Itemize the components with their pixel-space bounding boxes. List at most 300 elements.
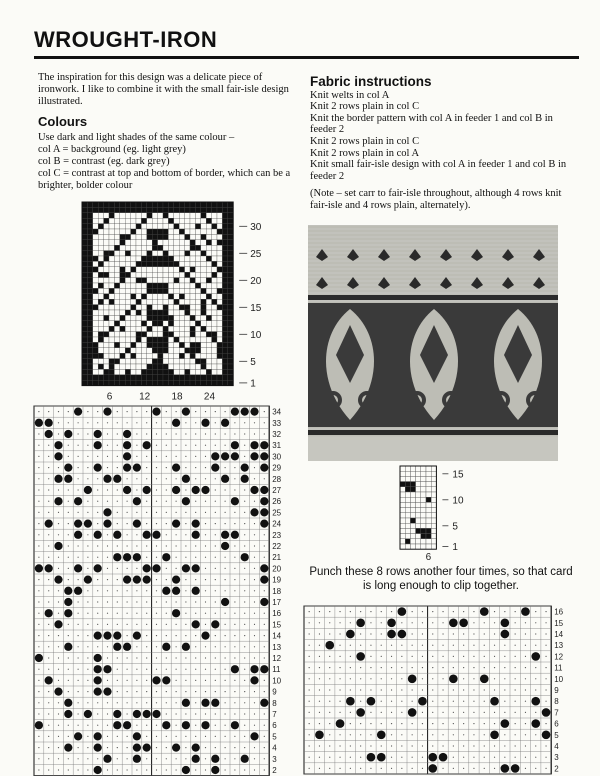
fairisle-chart-cell xyxy=(421,476,426,481)
punchcard-dot xyxy=(107,747,108,748)
fairisle-chart-cell xyxy=(405,466,410,471)
punchcard-dot xyxy=(473,757,474,758)
punchcard-dot xyxy=(58,568,59,569)
border-chart-cell xyxy=(152,251,157,256)
border-chart-cell xyxy=(158,342,163,347)
punchcard-dot xyxy=(309,768,310,769)
knitted-fabric-photo xyxy=(308,225,558,461)
punchcard-dot xyxy=(48,624,49,625)
fairisle-chart-cell xyxy=(405,513,410,518)
punchcard-dot xyxy=(215,691,216,692)
border-chart-cell xyxy=(87,310,92,315)
punchcard-dot xyxy=(319,645,320,646)
punchcard-dot xyxy=(370,611,371,612)
punchcard-dot xyxy=(535,645,536,646)
border-chart-cell xyxy=(185,229,190,234)
punchcard-hole xyxy=(162,643,170,651)
border-chart-cell xyxy=(228,364,233,369)
punchcard-row-label: 23 xyxy=(272,530,282,540)
punchcard-row-label: 13 xyxy=(272,642,282,652)
punchcard-dot xyxy=(484,689,485,690)
punchcard-dot xyxy=(350,667,351,668)
border-chart-cell xyxy=(152,369,157,374)
punchcard-dot xyxy=(225,568,226,569)
border-chart-cell xyxy=(147,283,152,288)
punchcard-dot xyxy=(463,689,464,690)
border-chart-cell xyxy=(104,261,109,266)
punchcard-dot xyxy=(68,769,69,770)
punchcard-dot xyxy=(234,613,235,614)
fairisle-chart-cell xyxy=(421,466,426,471)
border-chart-cell xyxy=(131,294,136,299)
border-chart-cell xyxy=(136,315,141,320)
punchcard-dot xyxy=(254,478,255,479)
border-chart-cell xyxy=(136,261,141,266)
punchcard-hole xyxy=(74,519,82,527)
border-chart-cell xyxy=(212,353,217,358)
border-chart-cell xyxy=(217,375,222,380)
border-chart-cell xyxy=(201,213,206,218)
right-column xyxy=(310,76,575,212)
border-chart-cell xyxy=(114,240,119,245)
punchcard-hole xyxy=(64,587,72,595)
border-chart-cell xyxy=(228,288,233,293)
border-chart-cell xyxy=(228,348,233,353)
border-chart-cell xyxy=(93,321,98,326)
border-chart-cell xyxy=(222,332,227,337)
border-chart-cell xyxy=(190,240,195,245)
border-chart-cell xyxy=(163,299,168,304)
punchcard-dot xyxy=(234,422,235,423)
fairisle-chart-cell xyxy=(416,518,421,523)
punchcard-hole xyxy=(172,587,180,595)
border-chart-cell xyxy=(98,267,103,272)
punchcard-dot xyxy=(156,669,157,670)
punchcard-dot xyxy=(525,633,526,634)
punchcard-dot xyxy=(453,633,454,634)
punchcard-dot xyxy=(329,712,330,713)
punchcard-dot xyxy=(254,523,255,524)
punchcard-dot xyxy=(107,601,108,602)
border-chart-cell xyxy=(190,251,195,256)
punchcard-dot xyxy=(244,702,245,703)
border-chart-cell xyxy=(174,353,179,358)
punchcard-dot xyxy=(254,657,255,658)
punchcard-hole xyxy=(387,630,396,639)
border-chart-cell xyxy=(217,229,222,234)
border-chart-cell xyxy=(125,359,130,364)
border-chart-cell xyxy=(163,213,168,218)
border-chart-cell xyxy=(201,332,206,337)
punchcard-dot xyxy=(360,734,361,735)
punchcard-dot xyxy=(48,489,49,490)
border-chart-cell xyxy=(82,278,87,283)
border-chart-cell xyxy=(82,375,87,380)
border-chart-cell xyxy=(147,310,152,315)
punchcard-dot xyxy=(205,713,206,714)
border-chart-cell xyxy=(222,337,227,342)
border-chart-cell xyxy=(228,337,233,342)
fairisle-chart-cell xyxy=(400,471,405,476)
border-chart-cell xyxy=(163,332,168,337)
border-chart-cell xyxy=(120,294,125,299)
punchcard-dot xyxy=(127,478,128,479)
border-chart-cell xyxy=(82,251,87,256)
punchcard-dot xyxy=(176,635,177,636)
border-chart-cell xyxy=(82,283,87,288)
punchcard-dot xyxy=(58,747,59,748)
punchcard-dot xyxy=(68,523,69,524)
punchcard-dot xyxy=(264,691,265,692)
punchcard-row-label: 7 xyxy=(272,710,277,719)
punchcard-dot xyxy=(97,590,98,591)
border-chart-cell xyxy=(168,375,173,380)
border-chart-cell xyxy=(174,278,179,283)
punchcard-hole xyxy=(64,475,72,483)
punchcard-dot xyxy=(68,512,69,513)
border-chart-cell xyxy=(114,256,119,261)
punchcard-dot xyxy=(107,702,108,703)
fairisle-chart-cell xyxy=(410,513,415,518)
punchcard-row-label: 11 xyxy=(272,665,281,675)
fairisle-chart-cell xyxy=(410,487,415,492)
border-chart-cell xyxy=(120,353,125,358)
punchcard-dot xyxy=(442,656,443,657)
punchcard-dot xyxy=(68,725,69,726)
border-chart-cell xyxy=(163,342,168,347)
punchcard-dot xyxy=(225,512,226,513)
punchcard-dot xyxy=(515,723,516,724)
border-chart-cell xyxy=(93,288,98,293)
punchcard-dot xyxy=(117,769,118,770)
border-chart-cell xyxy=(109,202,114,207)
punchcard-dot xyxy=(535,622,536,623)
punchcard-dot xyxy=(127,422,128,423)
border-chart-cell xyxy=(114,224,119,229)
border-chart-ytick-label: 1 xyxy=(250,378,256,390)
punchcard-dot xyxy=(254,601,255,602)
punchcard-dot xyxy=(494,757,495,758)
border-chart-cell xyxy=(82,305,87,310)
punchcard-dot xyxy=(463,667,464,668)
punchcard-dot xyxy=(225,736,226,737)
punchcard-hole xyxy=(162,721,170,729)
border-chart-cell xyxy=(222,342,227,347)
border-chart-cell xyxy=(152,234,157,239)
punchcard-dot xyxy=(391,689,392,690)
punchcard-dot xyxy=(136,725,137,726)
punchcard-dot xyxy=(234,433,235,434)
punchcard-dot xyxy=(234,568,235,569)
punchcard-dot xyxy=(453,712,454,713)
punchcard-dot xyxy=(176,568,177,569)
punchcard-hole xyxy=(356,652,365,661)
border-chart-cell xyxy=(93,342,98,347)
border-chart-cell xyxy=(87,348,92,353)
punchcard-dot xyxy=(432,678,433,679)
border-chart-cell xyxy=(141,272,146,277)
punchcard-dot xyxy=(422,667,423,668)
punchcard-dot xyxy=(244,680,245,681)
border-chart-cell xyxy=(185,218,190,223)
border-chart-cell xyxy=(104,332,109,337)
punchcard-dot xyxy=(254,557,255,558)
punchcard-dot xyxy=(78,489,79,490)
border-chart-cell xyxy=(82,229,87,234)
punchcard-dot xyxy=(381,712,382,713)
intro-text: The inspiration for this design was a delicate piece of ironwork. I like to combine it with the small fair-isle design illustrated. xyxy=(38,72,289,107)
fairisle-chart-cell xyxy=(421,487,426,492)
punchcard-hole xyxy=(260,598,268,606)
punchcard-dot xyxy=(195,769,196,770)
punchcard-dot xyxy=(442,645,443,646)
punchcard-dot xyxy=(422,745,423,746)
punchcard-dot xyxy=(350,712,351,713)
border-chart-cell xyxy=(114,202,119,207)
punchcard-dot xyxy=(234,579,235,580)
punchcard-dot xyxy=(146,456,147,457)
punchcard-dot xyxy=(329,656,330,657)
punchcard-dot xyxy=(264,635,265,636)
punchcard-dot xyxy=(127,613,128,614)
punchcard-dot xyxy=(48,501,49,502)
fairisle-chart-cell xyxy=(410,539,415,544)
border-chart-cell xyxy=(109,256,114,261)
border-chart-cell xyxy=(125,245,130,250)
punchcard-dot xyxy=(38,579,39,580)
punchcard-dot xyxy=(176,534,177,535)
punchcard-dot xyxy=(215,512,216,513)
border-chart-cell xyxy=(179,310,184,315)
punchcard-dot xyxy=(136,613,137,614)
border-chart-cell xyxy=(109,380,114,385)
punchcard-dot xyxy=(185,758,186,759)
border-chart-cell xyxy=(190,202,195,207)
border-chart-cell xyxy=(120,240,125,245)
punchcard-row-label: 14 xyxy=(272,631,282,641)
border-chart-cell xyxy=(93,294,98,299)
border-chart-cell xyxy=(222,224,227,229)
fairisle-chart-cell xyxy=(426,497,431,502)
punchcard-dot xyxy=(117,680,118,681)
fairisle-chart-cell xyxy=(421,497,426,502)
fairisle-chart-cell xyxy=(400,518,405,523)
punchcard-dot xyxy=(48,579,49,580)
punchcard-dot xyxy=(205,691,206,692)
punchcard-dot xyxy=(254,590,255,591)
border-chart-cell xyxy=(98,342,103,347)
border-chart-cell xyxy=(168,229,173,234)
border-chart-cell xyxy=(190,272,195,277)
border-chart-cell xyxy=(228,240,233,245)
punchcard-dot xyxy=(185,680,186,681)
punchcard-hole xyxy=(113,643,121,651)
punchcard-dot xyxy=(185,613,186,614)
border-chart-cell xyxy=(87,359,92,364)
fairisle-chart-cell xyxy=(405,534,410,539)
border-chart-cell xyxy=(93,310,98,315)
punchcard-dot xyxy=(146,624,147,625)
punchcard-dot xyxy=(234,736,235,737)
border-chart-cell xyxy=(163,305,168,310)
punchcard-hole xyxy=(103,755,111,763)
border-chart-cell xyxy=(131,305,136,310)
punchcard-hole xyxy=(260,575,268,583)
punchcard-dot xyxy=(401,678,402,679)
border-chart-cell xyxy=(190,321,195,326)
border-chart-cell xyxy=(195,245,200,250)
punchcard-dot xyxy=(97,478,98,479)
border-chart-cell xyxy=(174,256,179,261)
border-chart-cell xyxy=(168,207,173,212)
punchcard-dot xyxy=(176,545,177,546)
punchcard-dot xyxy=(205,501,206,502)
fairisle-chart-cell xyxy=(405,471,410,476)
punchcard-hole xyxy=(182,564,190,572)
punchcard-dot xyxy=(309,757,310,758)
border-chart-cell xyxy=(217,305,222,310)
border-chart-cell xyxy=(158,315,163,320)
punchcard-dot xyxy=(463,712,464,713)
punchcard-hole xyxy=(192,620,200,628)
punchcard-dot xyxy=(225,635,226,636)
fairisle-chart-cell xyxy=(416,492,421,497)
border-chart-cell xyxy=(185,213,190,218)
border-chart-cell xyxy=(141,202,146,207)
punchcard-dot xyxy=(504,689,505,690)
fairisle-chart-cell xyxy=(405,502,410,507)
border-chart-cell xyxy=(98,332,103,337)
punchcard-dot xyxy=(38,445,39,446)
fairisle-chart-cell xyxy=(421,471,426,476)
punchcard-dot xyxy=(78,747,79,748)
punchcard-dot xyxy=(244,669,245,670)
border-chart-cell xyxy=(179,359,184,364)
border-chart-cell xyxy=(217,315,222,320)
punchcard-hole xyxy=(221,419,229,427)
punchcard-row-label: 22 xyxy=(272,542,282,551)
punchcard-dot xyxy=(48,545,49,546)
border-chart-cell xyxy=(185,310,190,315)
border-chart-cell xyxy=(163,218,168,223)
border-chart-cell xyxy=(212,256,217,261)
border-chart-cell xyxy=(147,224,152,229)
border-chart-cell xyxy=(168,245,173,250)
punchcard-hole xyxy=(84,575,92,583)
punchcard-dot xyxy=(442,701,443,702)
punchcard-hole xyxy=(211,452,219,460)
border-chart-cell xyxy=(109,240,114,245)
border-chart-cell xyxy=(120,369,125,374)
punchcard-dot xyxy=(127,534,128,535)
punchcard-hole xyxy=(408,708,417,717)
punchcard-dot xyxy=(453,757,454,758)
border-chart-cell xyxy=(93,256,98,261)
punchcard-dot xyxy=(401,757,402,758)
border-chart-cell xyxy=(201,245,206,250)
punchcard-dot xyxy=(329,689,330,690)
border-chart-cell xyxy=(98,272,103,277)
punchcard-dot xyxy=(264,657,265,658)
border-chart-ytick-label: 20 xyxy=(250,275,262,287)
border-chart-cell xyxy=(185,272,190,277)
border-chart-cell xyxy=(82,326,87,331)
border-chart-cell xyxy=(93,251,98,256)
border-chart-cell xyxy=(147,332,152,337)
border-chart-cell xyxy=(98,234,103,239)
border-chart-cell xyxy=(104,326,109,331)
border-chart-cell xyxy=(179,337,184,342)
border-chart-cell xyxy=(228,359,233,364)
punchcard-dot xyxy=(264,736,265,737)
punchcard-dot xyxy=(107,624,108,625)
border-chart-cell xyxy=(190,353,195,358)
punchcard-hole xyxy=(250,732,258,740)
punchcard-dot xyxy=(166,758,167,759)
punchcard-dot xyxy=(78,422,79,423)
punchcard-dot xyxy=(146,613,147,614)
punchcard-dot xyxy=(442,667,443,668)
punchcard-dot xyxy=(97,523,98,524)
punchcard-hole xyxy=(250,452,258,460)
border-chart-cell xyxy=(217,240,222,245)
punchcard-dot xyxy=(195,557,196,558)
border-chart-cell xyxy=(206,359,211,364)
border-chart-cell xyxy=(190,375,195,380)
border-chart-xtick-label: 24 xyxy=(203,391,216,403)
border-chart-cell xyxy=(201,267,206,272)
punchcard-dot xyxy=(244,568,245,569)
border-chart-cell xyxy=(195,278,200,283)
border-chart-cell xyxy=(185,278,190,283)
border-chart-cell xyxy=(190,369,195,374)
punchcard-dot xyxy=(127,568,128,569)
border-chart-cell xyxy=(152,267,157,272)
punchcard-dot xyxy=(234,467,235,468)
punchcard-hole xyxy=(221,542,229,550)
border-chart-cell xyxy=(212,375,217,380)
fairisle-chart-cell xyxy=(421,508,426,513)
punchcard-dot xyxy=(136,512,137,513)
punchcard-dot xyxy=(463,745,464,746)
punchcard-dot xyxy=(205,758,206,759)
border-chart-cell xyxy=(190,213,195,218)
punchcard-dot xyxy=(166,478,167,479)
punchcard-dot xyxy=(87,590,88,591)
border-chart-cell xyxy=(217,283,222,288)
punchcard-dot xyxy=(215,445,216,446)
border-chart-cell xyxy=(217,261,222,266)
punchcard-row-label: 28 xyxy=(272,474,282,484)
border-chart-cell xyxy=(93,224,98,229)
punchcard-dot xyxy=(107,657,108,658)
border-chart-cell xyxy=(163,251,168,256)
punchcard-dot xyxy=(264,713,265,714)
punchcard-dot xyxy=(136,680,137,681)
border-chart-cell xyxy=(190,256,195,261)
border-chart-cell xyxy=(152,305,157,310)
punchcard-dot xyxy=(127,624,128,625)
border-chart-cell xyxy=(206,256,211,261)
punchcard-dot xyxy=(195,501,196,502)
border-chart-cell xyxy=(125,256,130,261)
punchcard-dot xyxy=(442,734,443,735)
punchcard-hole xyxy=(201,631,209,639)
punchcard-dot xyxy=(156,725,157,726)
border-chart-cell xyxy=(120,256,125,261)
border-chart-cell xyxy=(168,218,173,223)
border-chart-cell xyxy=(185,267,190,272)
